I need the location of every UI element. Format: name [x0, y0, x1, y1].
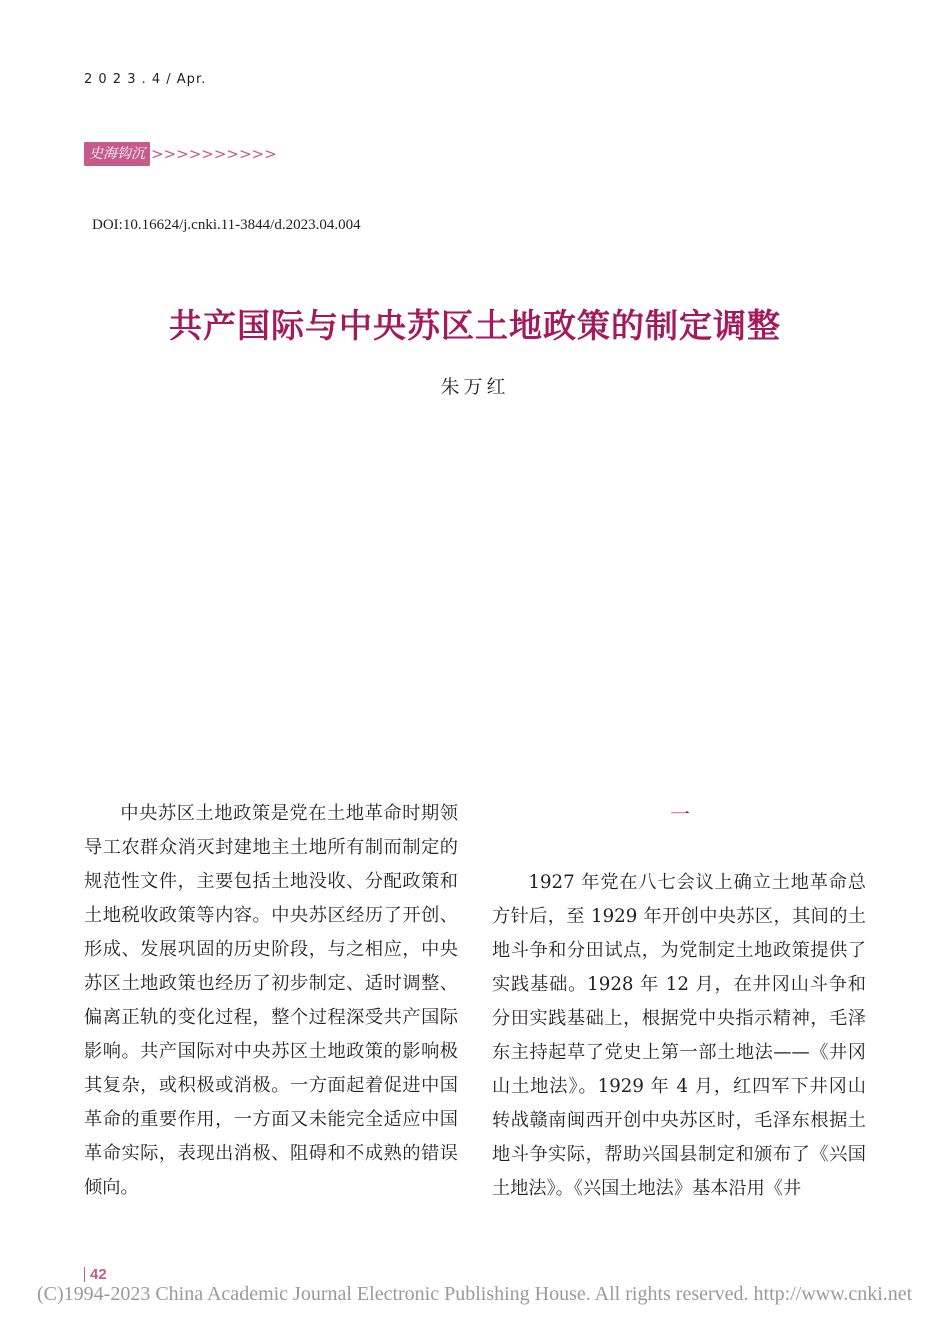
intro-paragraph: 中央苏区土地政策是党在土地革命时期领导工农群众消灭封建地主土地所有制而制定的规范性文件，主要包括土地没收、分配政策和土地税收政策等内容。中央苏区经历了开创、形成、发展巩固的历史阶段，与之相应，中央苏区土地政策也经历了初步制定、适时调整、偏离正轨的变化过程，整个过程深受共产国际影响。共产国际对中央苏区土地政策的影响极其复杂，或积极或消极。一方面起着促进中国革命的重要作用，一方面又未能完全适应中国革命实际，表现出消极、阻碍和不成熟的错误倾向。 [84, 803, 458, 1198]
section-one-paragraph: 1927 年党在八七会议上确立土地革命总方针后，至 1929 年开创中央苏区，其间的土地斗争和分田试点，为党制定土地政策提供了实践基础。1928 年 12 月，在井冈山斗争和分田实践基础上，根据党中央指示精神，毛泽东主持起草了党史上第一部土地法——《井冈山土地法》。1929 年 4 月，红四军下井冈山转战赣南闽西开创中央苏区时，毛泽东根据土地斗争实际，帮助兴国县制定和颁布了《兴国土地法》。《兴国土地法》基本沿用《井 [492, 872, 866, 1199]
page-number: 42 [84, 1267, 107, 1282]
body-column-left [84, 797, 458, 1205]
copyright-watermark: (C)1994-2023 China Academic Journal Electronic Publishing House. All rights reserved. http://www.cnki.net [37, 1283, 913, 1305]
issue-date: 2 0 2 3 . 4 / Apr. [84, 72, 207, 87]
section-arrows: >>>>>>>>>> [151, 145, 277, 163]
section-label: 史海钩沉 [84, 142, 150, 166]
section-tag [84, 141, 277, 167]
author: 朱万红 [440, 376, 510, 398]
section-numeral: 一 [670, 802, 690, 826]
body-column-right [492, 866, 866, 1206]
article-title: 共产国际与中央苏区土地政策的制定调整 [169, 306, 781, 345]
doi: DOI:10.16624/j.cnki.11-3844/d.2023.04.004 [92, 217, 361, 233]
